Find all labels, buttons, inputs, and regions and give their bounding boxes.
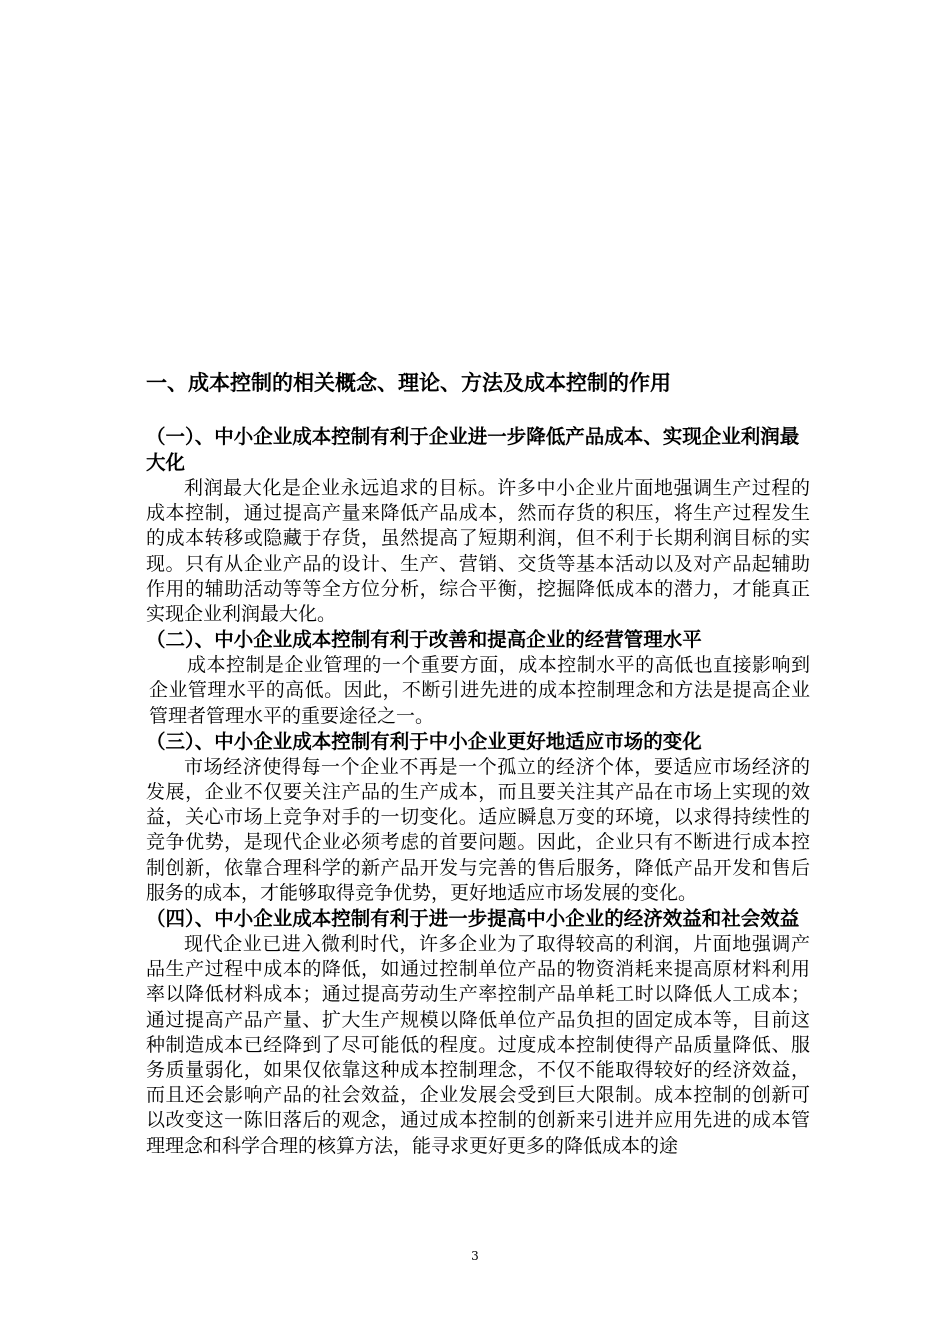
- section-2-body: 成本控制是企业管理的一个重要方面，成本控制水平的高低也直接影响到企业管理水平的高低。因此，不断引进先进的成本控制理念和方法是提高企业管理者管理水平的重要途径之一。: [149, 654, 810, 727]
- section-2-title: （二）、中小企业成本控制有利于改善和提高企业的经营管理水平: [146, 628, 702, 652]
- page-number: 3: [471, 1249, 479, 1263]
- section-4-title: （四）、中小企业成本控制有利于进一步提高中小企业的经济效益和社会效益: [146, 907, 800, 931]
- section-1-title: （一）、中小企业成本控制有利于企业进一步降低产品成本、实现企业利润最大化: [146, 425, 800, 474]
- section-3-body: 市场经济使得每一个企业不再是一个孤立的经济个体，要适应市场经济的发展，企业不仅要关注产品的生产成本，而且要关注其产品在市场上实现的效益，关心市场上竞争对手的一切变化。适应瞬息万变的环境，以求得持续性的竞争优势，是现代企业必须考虑的首要问题。因此，企业只有不断进行成本控制创新，依靠合理科学的新产品开发与完善的售后服务，降低产品开发和售后服务的成本，才能够取得竞争优势，更好地适应市场发展的变化。: [146, 755, 810, 904]
- section-4-body: 现代企业已进入微利时代，许多企业为了取得较高的利润，片面地强调产品生产过程中成本的降低，如通过控制单位产品的物资消耗来提高原材料利用率以降低材料成本；通过提高劳动生产率控制产品单耗工时以降低人工成本；通过提高产品产量、扩大生产规模以降低单位产品负担的固定成本等，目前这种制造成本已经降到了尽可能低的程度。过度成本控制使得产品质量降低、服务质量弱化，如果仅依靠这种成本控制理念，不仅不能取得较好的经济效益，而且还会影响产品的社会效益，企业发展会受到巨大限制。成本控制的创新可以改变这一陈旧落后的观念，通过成本控制的创新来引进并应用先进的成本管理理念和科学合理的核算方法，能寻求更好更多的降低成本的途: [146, 933, 810, 1157]
- document-page: [146, 368, 810, 1159]
- main-heading: 一、成本控制的相关概念、理论、方法及成本控制的作用: [146, 371, 671, 395]
- section-3-title: （三）、中小企业成本控制有利于中小企业更好地适应市场的变化: [146, 729, 702, 753]
- section-1-body: 利润最大化是企业永远追求的目标。许多中小企业片面地强调生产过程的成本控制，通过提高产量来降低产品成本，然而存货的积压，将生产过程发生的成本转移或隐藏于存货，虽然提高了短期利润，但不利于长期利润目标的实现。只有从企业产品的设计、生产、营销、交货等基本活动以及对产品起辅助作用的辅助活动等等全方位分析，综合平衡，挖掘降低成本的潜力，才能真正实现企业利润最大化。: [146, 477, 810, 626]
